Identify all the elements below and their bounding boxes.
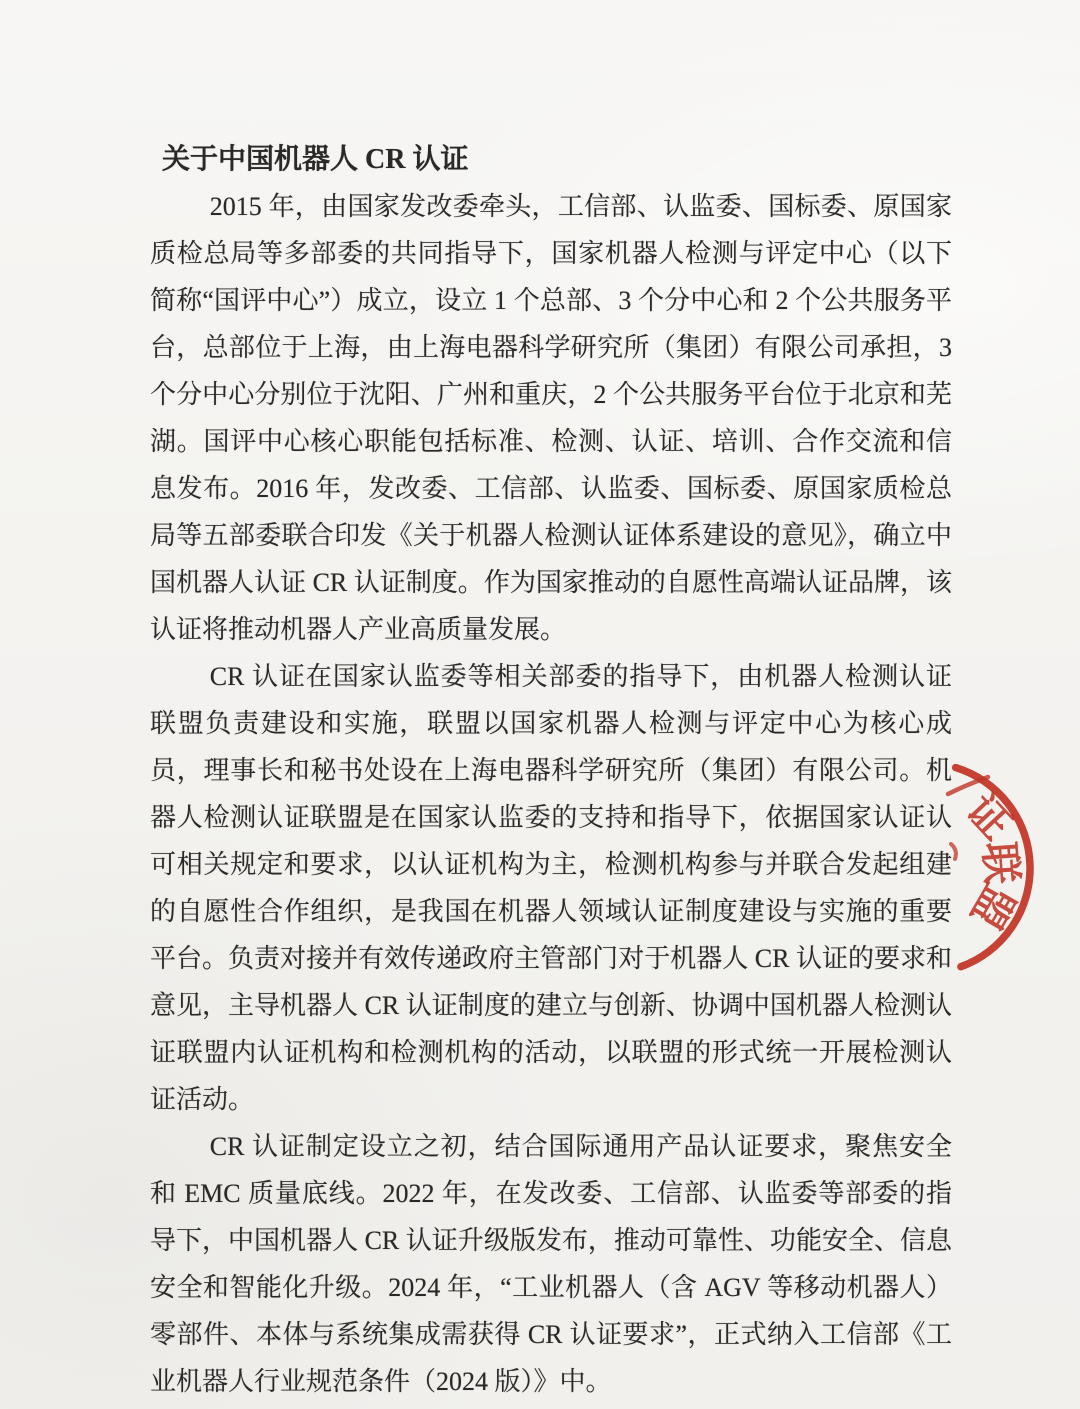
paragraph-alliance: CR 认证在国家认监委等相关部委的指导下，由机器人检测认证联盟负责建设和实施，联盟以国家机器人检测与评定中心为核心成员，理事长和秘书处设在上海电器科学研究所（集团）有限公司。机器人检测认证联盟是在国家认监委的支持和指导下，依据国家认证认可相关规定和要求，以认证机构为主，检测机构参与并联合发起组建的自愿性合作组织，是我国在机器人领域认证制度建设与实施的重要平台。负责对接并有效传递政府主管部门对于机器人 CR 认证的要求和意见，主导机器人 CR 认证制度的建立与创新、协调中国机器人检测认证联盟内认证机构和检测机构的活动，以联盟的形式统一开展检测认证活动。: [150, 662, 952, 1114]
paragraph-history-2015: 2015 年，由国家发改委牵头，工信部、认监委、国标委、原国家质检总局等多部委的共同指导下，国家机器人检测与评定中心（以下简称“国评中心”）成立，设立 1 个总部、3 个分中心和 2 个公共服务平台，总部位于上海，由上海电器科学研究所（集团）有限公司承担，3 个分中心分别位于沈阳、广州和重庆，2 个公共服务平台位于北京和芜湖。国评中心核心职能包括标准、检测、认证、培训、合作交流和信息发布。2016 年，发改委、工信部、认监委、国标委、原国家质检总局等五部委联合印发《关于机器人检测认证体系建设的意见》，确立中国机器人认证 CR 认证制度。作为国家推动的自愿性高端认证品牌，该认证将推动机器人产业高质量发展。: [150, 192, 952, 644]
stamp-character-lian: 联: [974, 840, 1024, 886]
stamp-ring-arc: [956, 768, 1030, 967]
stamp-character-zheng: 证: [956, 786, 1020, 850]
document-content: [150, 136, 952, 1405]
document-title: 关于中国机器人 CR 认证: [162, 144, 469, 175]
stamp-character-meng: 盟: [961, 876, 1023, 936]
paragraph-upgrade-2022-2024: CR 认证制定设立之初，结合国际通用产品认证要求，聚焦安全和 EMC 质量底线。2022 年，在发改委、工信部、认监委等部委的指导下，中国机器人 CR 认证升级版发布，推动可靠性、功能安全、信息安全和智能化升级。2024 年，“工业机器人（含 AGV 等移动机器人）零部件、本体与系统集成需获得 CR 认证要求”，正式纳入工信部《工业机器人行业规范条件（2024 版）》中。: [150, 1132, 952, 1396]
stamp-partial-character-stroke: [948, 777, 988, 794]
